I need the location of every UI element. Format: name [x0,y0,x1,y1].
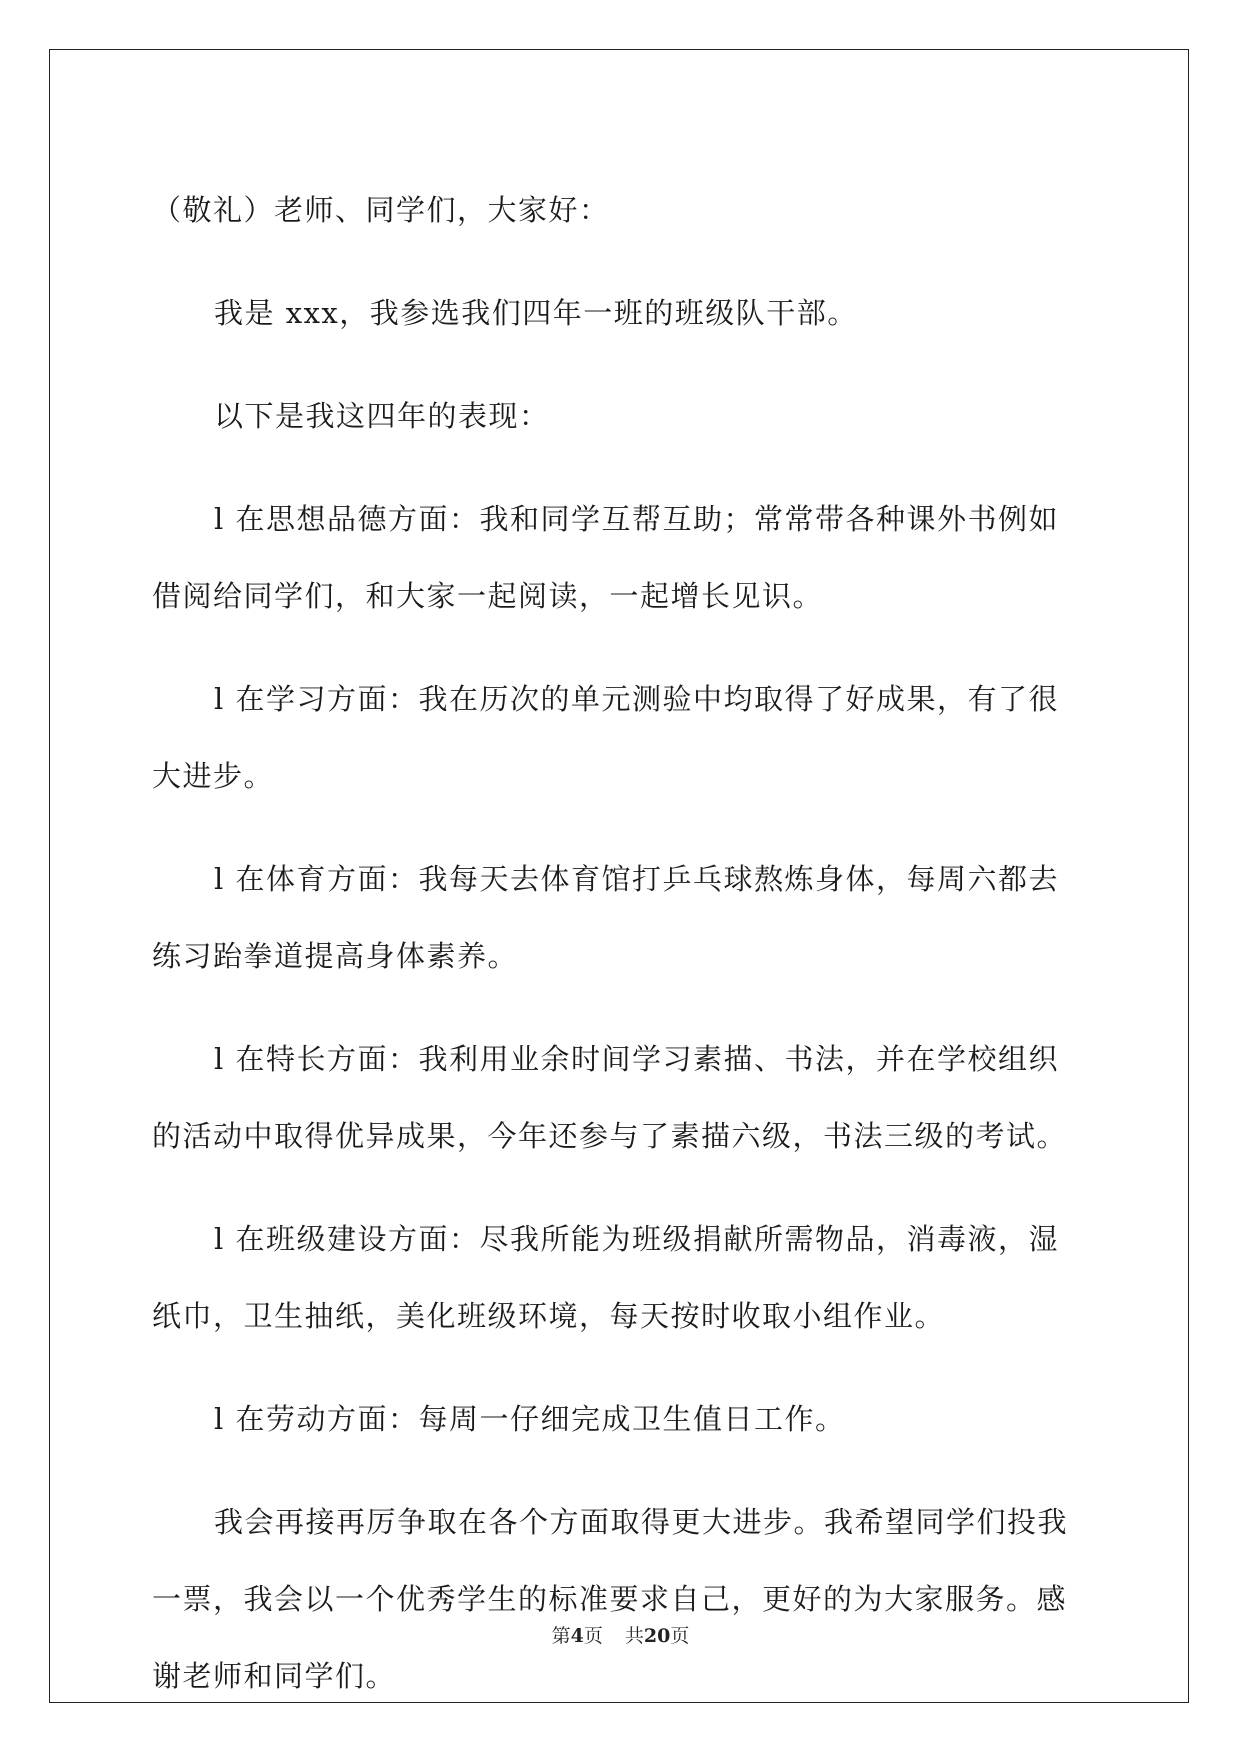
paragraph [152,1381,1090,1458]
paragraph-line: 借阅给同学们，和大家一起阅读，一起增长见识。 [152,579,824,613]
paragraph-line: 一票，我会以一个优秀学生的标准要求自己，更好的为大家服务。感 [152,1582,1068,1616]
paragraph-line: l 在体育方面：我每天去体育馆打乒乓球熬炼身体，每周六都去 [214,862,1059,896]
paragraph-line: l 在思想品德方面：我和同学互帮互助；常常带各种课外书例如 [214,502,1059,536]
paragraph [152,1484,1090,1715]
paragraph [152,172,1090,249]
footer-prefix: 第 [551,1625,571,1647]
paragraph-line: （敬礼）老师、同学们，大家好： [152,193,610,227]
paragraph-line: 我会再接再厉争取在各个方面取得更大进步。我希望同学们投我 [214,1505,1069,1539]
paragraph [152,841,1090,995]
paragraph-line: 练习跆拳道提高身体素养。 [152,939,519,973]
paragraph [152,378,1090,455]
paragraph [152,661,1090,815]
paragraph-line: l 在学习方面：我在历次的单元测验中均取得了好成果，有了很 [214,682,1059,716]
paragraph-line: 谢老师和同学们。 [152,1659,397,1693]
paragraph-line: 纸巾，卫生抽纸，美化班级环境，每天按时收取小组作业。 [152,1299,946,1333]
paragraph-line: 我是 xxx，我参选我们四年一班的班级队干部。 [214,296,858,330]
footer-total-suffix: 页 [670,1625,690,1647]
paragraph-line: l 在劳动方面：每周一仔细完成卫生值日工作。 [214,1402,846,1436]
footer-total-prefix: 共 [624,1625,644,1647]
paragraph-line: l 在班级建设方面：尽我所能为班级捐献所需物品，消毒液，湿 [214,1222,1059,1256]
document-body [152,172,1090,1741]
page-footer [0,1621,1241,1648]
paragraph [152,275,1090,352]
paragraph-line: 大进步。 [152,759,275,793]
footer-page-suffix: 页 [583,1625,603,1647]
paragraph-line: l 在特长方面：我利用业余时间学习素描、书法，并在学校组织 [214,1042,1059,1076]
paragraph [152,1021,1090,1175]
paragraph [152,1201,1090,1355]
total-pages-number: 20 [643,1625,671,1647]
paragraph [152,481,1090,635]
paragraph-line: 的活动中取得优异成果，今年还参与了素描六级，书法三级的考试。 [152,1119,1068,1153]
paragraph-line: 以下是我这四年的表现： [214,399,550,433]
current-page-number: 4 [570,1625,584,1647]
